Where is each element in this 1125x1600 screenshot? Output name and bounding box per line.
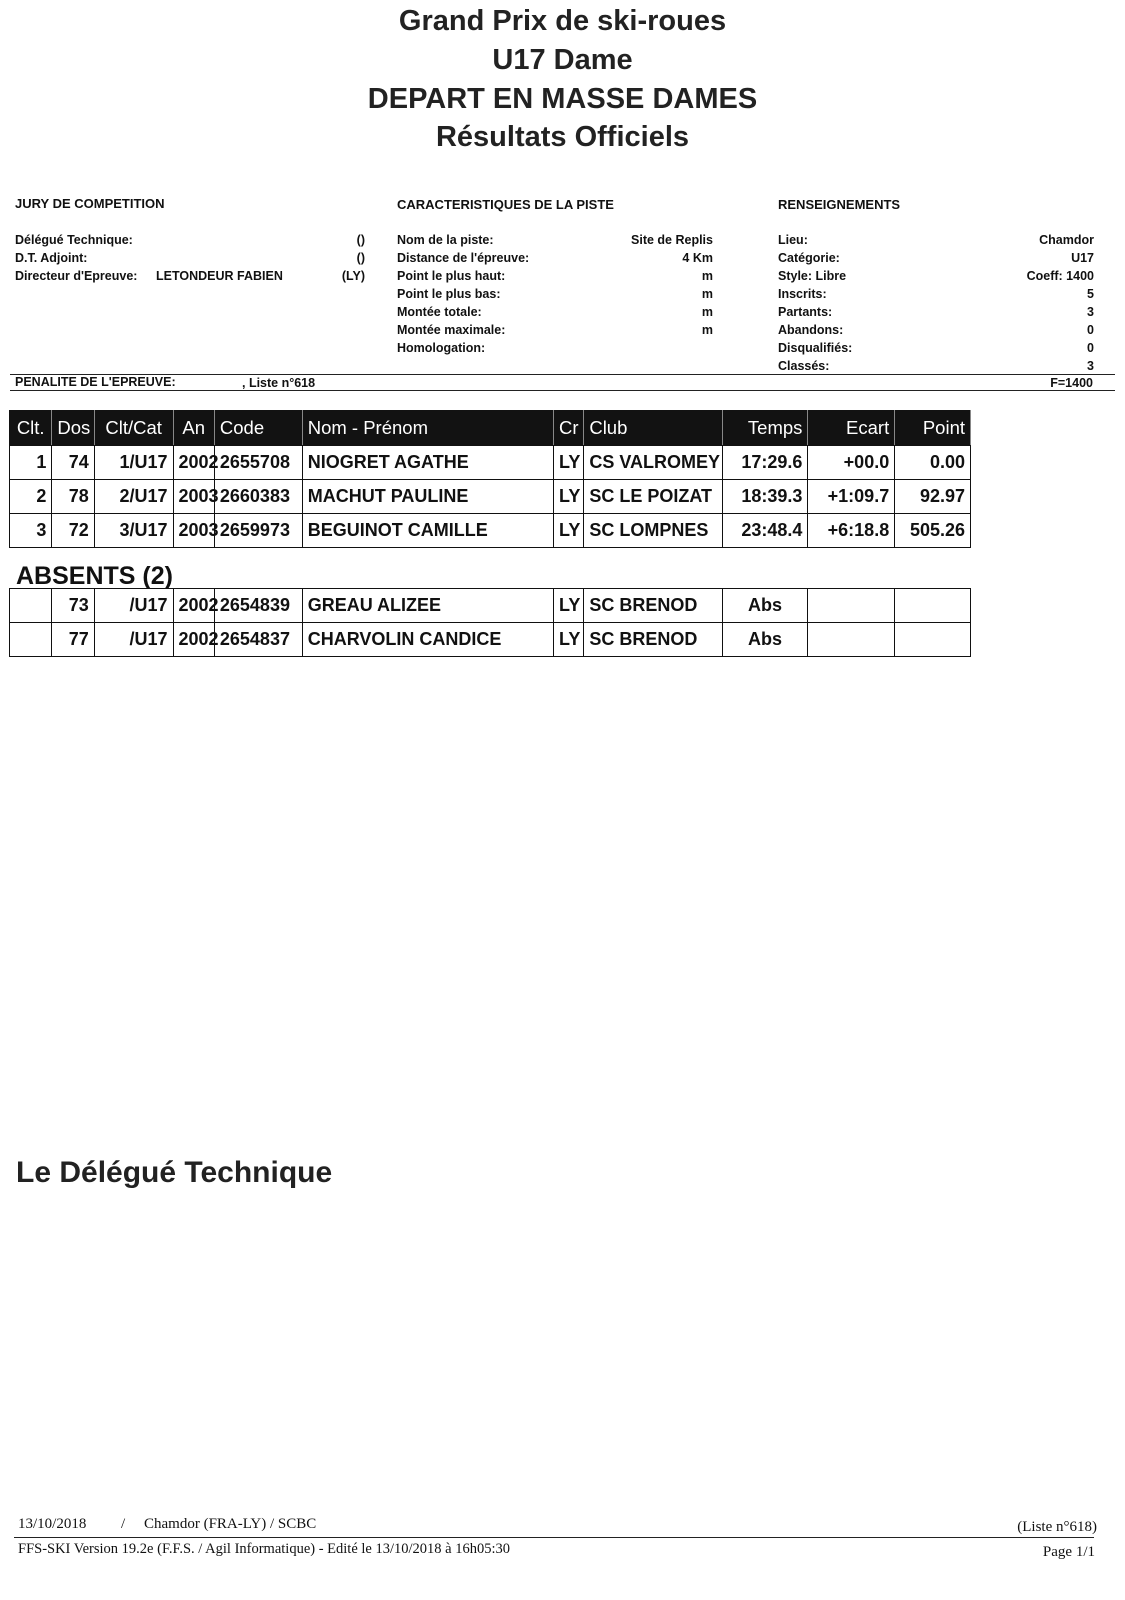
cell-rank-category: 2/U17 xyxy=(94,480,173,514)
cell-name: MACHUT PAULINE xyxy=(302,480,553,514)
cell-time: 17:29.6 xyxy=(722,446,808,480)
info-label: Partants: xyxy=(778,305,833,319)
results-header-row xyxy=(10,411,971,446)
col-header-gap: Ecart xyxy=(808,411,895,446)
cell-year: 2002 xyxy=(173,446,214,480)
cell-name: GREAU ALIZEE xyxy=(302,589,553,623)
jury-row xyxy=(15,267,365,285)
table-row xyxy=(10,589,971,623)
jury-block xyxy=(15,231,365,285)
col-header-code: Code xyxy=(214,411,302,446)
title-event: DEPART EN MASSE DAMES xyxy=(367,83,758,115)
cell-club: CS VALROMEY xyxy=(584,446,722,480)
col-header-committee: Cr xyxy=(554,411,584,446)
col-header-rank-category: Clt/Cat xyxy=(94,411,173,446)
cell-bib: 78 xyxy=(52,480,94,514)
cell-gap xyxy=(808,623,895,657)
cell-rank-category: /U17 xyxy=(94,589,173,623)
table-row xyxy=(10,446,971,480)
piste-value: Site de Replis xyxy=(631,233,713,247)
info-value: 3 xyxy=(1087,359,1094,373)
jury-code: () xyxy=(356,251,365,265)
renseignements-block xyxy=(778,231,1094,372)
jury-person xyxy=(155,231,335,249)
cell-bib: 74 xyxy=(52,446,94,480)
cell-gap: +6:18.8 xyxy=(808,514,895,548)
cell-points xyxy=(895,623,971,657)
info-value: U17 xyxy=(1071,251,1094,265)
jury-heading: JURY DE COMPETITION xyxy=(15,196,165,211)
piste-value: m xyxy=(701,323,713,337)
col-header-rank: Clt. xyxy=(10,411,52,446)
cell-points: 92.97 xyxy=(895,480,971,514)
info-value: 5 xyxy=(1087,287,1094,301)
cell-points: 505.26 xyxy=(895,514,971,548)
cell-code: 2655708 xyxy=(214,446,302,480)
info-label: Disqualifiés: xyxy=(778,341,853,355)
footer-date: 13/10/2018 xyxy=(18,1516,87,1532)
info-value: Chamdor xyxy=(1039,233,1094,247)
table-row xyxy=(10,623,971,657)
footer-rule xyxy=(14,1537,1094,1538)
cell-committee: LY xyxy=(554,623,584,657)
cell-time: 18:39.3 xyxy=(722,480,808,514)
cell-time: 23:48.4 xyxy=(722,514,808,548)
piste-label: Homologation: xyxy=(397,341,486,355)
piste-label: Montée maximale: xyxy=(397,323,506,337)
info-label: Inscrits: xyxy=(778,287,827,301)
piste-value: 4 Km xyxy=(682,251,713,265)
jury-label: D.T. Adjoint: xyxy=(15,251,88,265)
info-label: Classés: xyxy=(778,359,830,373)
info-label: Lieu: xyxy=(778,233,808,247)
title-results: Résultats Officiels xyxy=(435,121,690,153)
cell-time: Abs xyxy=(722,589,808,623)
cell-committee: LY xyxy=(554,514,584,548)
cell-rank: 2 xyxy=(10,480,52,514)
cell-year: 2002 xyxy=(173,589,214,623)
cell-gap xyxy=(808,589,895,623)
penalty-rule-top xyxy=(10,374,1115,375)
cell-rank: 1 xyxy=(10,446,52,480)
col-header-name: Nom - Prénom xyxy=(302,411,553,446)
jury-code: (LY) xyxy=(341,269,365,283)
piste-value xyxy=(597,339,713,357)
cell-name: CHARVOLIN CANDICE xyxy=(302,623,553,657)
absents-table xyxy=(9,588,971,657)
col-header-club: Club xyxy=(584,411,722,446)
signature-label: Le Délégué Technique xyxy=(16,1156,333,1189)
info-label: Abandons: xyxy=(778,323,844,337)
cell-club: SC BRENOD xyxy=(584,623,722,657)
info-value: 0 xyxy=(1087,323,1094,337)
cell-code: 2654837 xyxy=(214,623,302,657)
cell-rank-category: 3/U17 xyxy=(94,514,173,548)
cell-committee: LY xyxy=(554,446,584,480)
piste-label: Point le plus bas: xyxy=(397,287,501,301)
cell-time: Abs xyxy=(722,623,808,657)
cell-rank xyxy=(10,623,52,657)
cell-points: 0.00 xyxy=(895,446,971,480)
piste-block xyxy=(397,231,713,357)
cell-club: SC LE POIZAT xyxy=(584,480,722,514)
info-value: Coeff: 1400 xyxy=(1026,269,1094,283)
cell-bib: 73 xyxy=(52,589,94,623)
piste-label: Point le plus haut: xyxy=(397,269,506,283)
footer-location: Chamdor (FRA-LY) / SCBC xyxy=(144,1516,317,1532)
jury-code: () xyxy=(356,233,365,247)
jury-label: Directeur d'Epreuve: xyxy=(15,269,138,283)
piste-label: Distance de l'épreuve: xyxy=(397,251,530,265)
cell-code: 2659973 xyxy=(214,514,302,548)
cell-committee: LY xyxy=(554,480,584,514)
renseignements-heading: RENSEIGNEMENTS xyxy=(778,197,901,212)
cell-rank: 3 xyxy=(10,514,52,548)
cell-committee: LY xyxy=(554,589,584,623)
title-category: U17 Dame xyxy=(492,44,633,76)
col-header-points: Point xyxy=(895,411,971,446)
cell-bib: 72 xyxy=(52,514,94,548)
piste-value: m xyxy=(701,269,713,283)
jury-label: Délégué Technique: xyxy=(15,233,133,247)
piste-value: m xyxy=(701,305,713,319)
piste-heading: CARACTERISTIQUES DE LA PISTE xyxy=(397,197,614,212)
cell-year: 2003 xyxy=(173,514,214,548)
title-competition: Grand Prix de ski-roues xyxy=(398,5,727,37)
cell-rank xyxy=(10,589,52,623)
cell-year: 2003 xyxy=(173,480,214,514)
cell-club: SC BRENOD xyxy=(584,589,722,623)
cell-gap: +00.0 xyxy=(808,446,895,480)
col-header-time: Temps xyxy=(722,411,808,446)
cell-code: 2660383 xyxy=(214,480,302,514)
cell-code: 2654839 xyxy=(214,589,302,623)
cell-rank-category: /U17 xyxy=(94,623,173,657)
piste-label: Nom de la piste: xyxy=(397,233,494,247)
footer-page: Page 1/1 xyxy=(1042,1544,1095,1560)
cell-rank-category: 1/U17 xyxy=(94,446,173,480)
jury-person xyxy=(155,249,335,267)
info-label: Catégorie: xyxy=(778,251,840,265)
jury-row xyxy=(15,231,365,249)
piste-value: m xyxy=(701,287,713,301)
cell-year: 2002 xyxy=(173,623,214,657)
penalty-f-value: F=1400 xyxy=(1050,376,1093,390)
cell-name: NIOGRET AGATHE xyxy=(302,446,553,480)
col-header-year: An xyxy=(173,411,214,446)
col-header-bib: Dos xyxy=(52,411,94,446)
table-row xyxy=(10,480,971,514)
info-value: 0 xyxy=(1087,341,1094,355)
cell-gap: +1:09.7 xyxy=(808,480,895,514)
penalty-label: PENALITE DE L'EPREUVE: xyxy=(15,375,176,389)
info-label: Style: Libre xyxy=(778,269,847,283)
cell-name: BEGUINOT CAMILLE xyxy=(302,514,553,548)
results-table xyxy=(9,410,971,548)
penalty-liste: , Liste n°618 xyxy=(242,376,316,390)
jury-row xyxy=(15,249,365,267)
footer-separator: / xyxy=(121,1516,126,1532)
piste-label: Montée totale: xyxy=(397,305,482,319)
footer-liste: (Liste n°618) xyxy=(1017,1519,1097,1535)
cell-points xyxy=(895,589,971,623)
penalty-rule-bottom xyxy=(10,390,1115,391)
table-row xyxy=(10,514,971,548)
cell-bib: 77 xyxy=(52,623,94,657)
cell-club: SC LOMPNES xyxy=(584,514,722,548)
absents-heading: ABSENTS (2) xyxy=(16,562,173,590)
footer-software: FFS-SKI Version 19.2e (F.F.S. / Agil Informatique) - Edité le 13/10/2018 à 16h05:30 xyxy=(18,1541,511,1557)
info-value: 3 xyxy=(1087,305,1094,319)
jury-person: LETONDEUR FABIEN xyxy=(156,269,283,283)
